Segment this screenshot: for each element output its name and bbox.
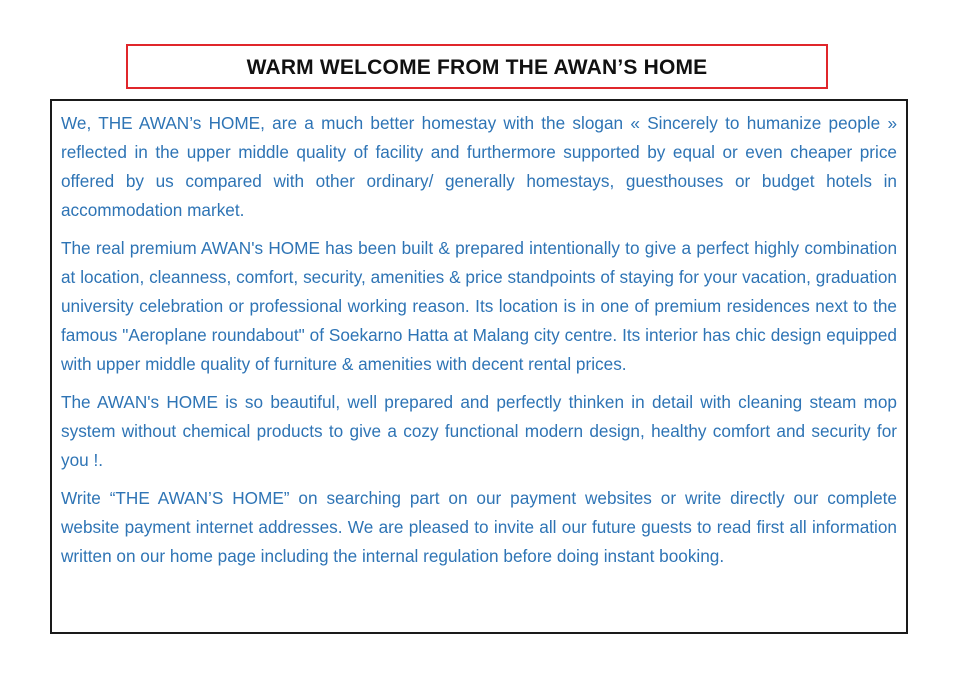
paragraph-design: The AWAN's HOME is so beautiful, well prepared and perfectly thinken in detail with cleaning steam mop system without chemical products to give a cozy functional modern design, healthy comfort and security for you !. xyxy=(61,392,897,470)
paragraph-intro: We, THE AWAN’s HOME, are a much better homestay with the slogan « Sincerely to humanize people » reflected in the upper middle quality of facility and furthermore supported by equal or even cheaper price offered by us compared with other ordinary/ generally homestays, guesthouses or budget hotels in accommodation market. xyxy=(61,113,897,220)
title-box xyxy=(126,44,828,89)
paragraph-booking: Write “THE AWAN’S HOME” on searching part on our payment websites or write directly our complete website payment internet addresses. We are pleased to invite all our future guests to read first all information written on our home page including the internal regulation before doing instant booking. xyxy=(61,488,897,566)
page-title: WARM WELCOME FROM THE AWAN’S HOME xyxy=(246,55,708,79)
content-box xyxy=(50,99,908,634)
paragraph-premium: The real premium AWAN's HOME has been built & prepared intentionally to give a perfect highly combination at location, cleanness, comfort, security, amenities & price standpoints of staying for your vacation, graduation university celebration or professional working reason. Its location is in one of premium residences next to the famous "Aeroplane roundabout" of Soekarno Hatta at Malang city centre. Its interior has chic design equipped with upper middle quality of furniture & amenities with decent rental prices. xyxy=(61,238,897,374)
